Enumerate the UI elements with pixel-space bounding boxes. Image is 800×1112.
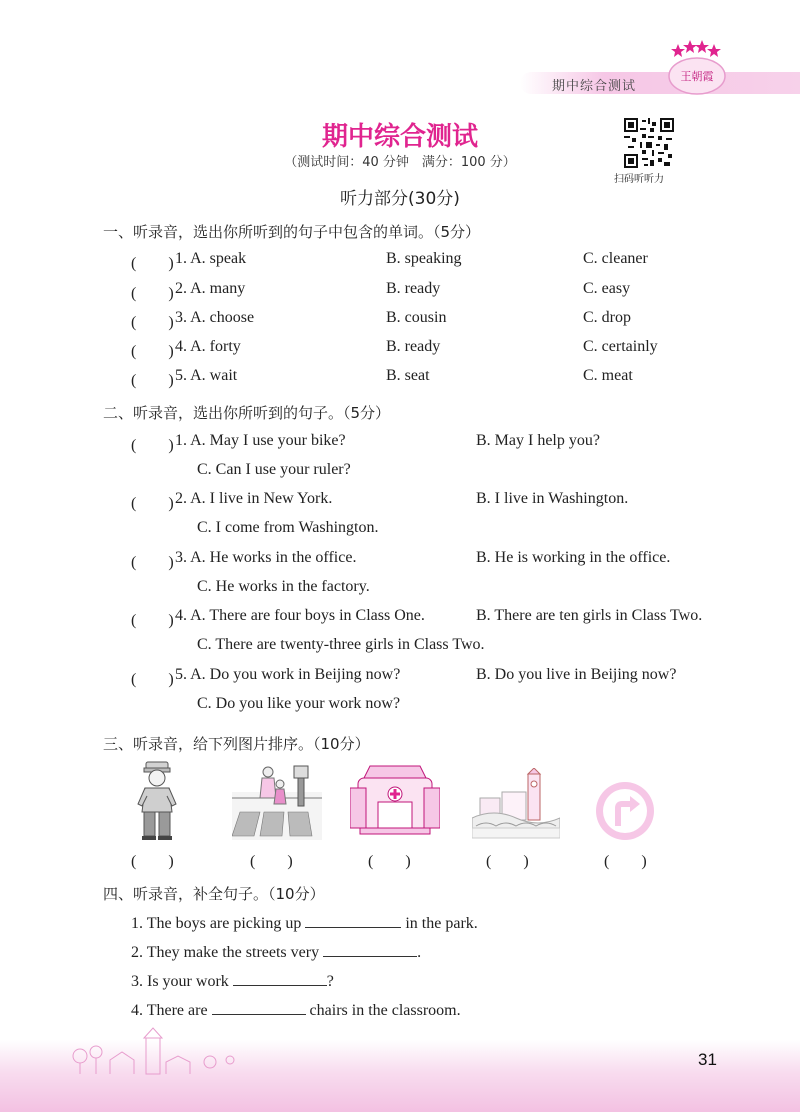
- section2-item-option-b: B. I live in Washington.: [476, 490, 629, 507]
- section2-item-option-c: C. Can I use your ruler?: [197, 461, 351, 478]
- section2-item-paren[interactable]: ( ): [131, 554, 174, 571]
- part-title: 听力部分(30分): [340, 189, 460, 209]
- city-picture: [472, 768, 560, 840]
- section1-item-option-a: 5. A. wait: [175, 367, 238, 384]
- section2-item-option-b: B. He is working in the office.: [476, 549, 671, 566]
- section2-item-option-c: C. He works in the factory.: [197, 578, 370, 595]
- qr-code-icon[interactable]: [624, 118, 674, 168]
- logo-seal: [664, 36, 732, 96]
- crosswalk-picture: [232, 762, 322, 840]
- section1-item-option-b: B. speaking: [386, 250, 462, 267]
- qr-label: 扫码听听力: [614, 174, 664, 185]
- section1-item-option-b: B. ready: [386, 338, 441, 355]
- sentence-before: 1. The boys are picking up: [131, 915, 306, 932]
- sentence-before: 4. There are: [131, 1002, 212, 1019]
- section2-heading: 二、听录音，选出你所听到的句子。（5分）: [103, 404, 391, 422]
- footer-decoration: [70, 1026, 250, 1076]
- section1-item-option-a: 3. A. choose: [175, 309, 255, 326]
- section1-item-option-c: C. cleaner: [583, 250, 648, 267]
- answer-blank[interactable]: [212, 1000, 306, 1015]
- section1-item-option-a: 4. A. forty: [175, 338, 241, 355]
- answer-blank[interactable]: [305, 913, 401, 928]
- section1-item-option-b: B. cousin: [386, 309, 447, 326]
- section1-item-paren[interactable]: ( ): [131, 255, 174, 272]
- section1-item-option-b: B. ready: [386, 280, 441, 297]
- section1-item-option-b: B. seat: [386, 367, 430, 384]
- fill-sentence: [131, 913, 478, 933]
- section1-item-option-c: C. drop: [583, 309, 631, 326]
- page-number: 31: [698, 1050, 717, 1069]
- section2-item-option-b: B. There are ten girls in Class Two.: [476, 607, 703, 624]
- picture-order-paren[interactable]: ( ): [368, 853, 411, 870]
- picture-order-paren[interactable]: ( ): [131, 853, 174, 870]
- section1-item-option-a: 1. A. speak: [175, 250, 247, 267]
- sentence-after: in the park.: [401, 915, 478, 932]
- section2-item-option-c: C. I come from Washington.: [197, 519, 379, 536]
- fill-sentence: [131, 1000, 461, 1020]
- answer-blank[interactable]: [233, 971, 327, 986]
- section2-item-option-a: 2. A. I live in New York.: [175, 490, 333, 507]
- picture-order-paren[interactable]: ( ): [604, 853, 647, 870]
- test-info: （测试时间：40 分钟 满分：100 分）: [284, 155, 516, 170]
- section2-item-option-b: B. May I help you?: [476, 432, 600, 449]
- section2-item-paren[interactable]: ( ): [131, 495, 174, 512]
- fill-sentence: [131, 971, 334, 991]
- section2-item-paren[interactable]: ( ): [131, 437, 174, 454]
- page-title: 期中综合测试: [321, 122, 478, 152]
- policeman-picture: [128, 760, 188, 842]
- section1-item-option-c: C. certainly: [583, 338, 658, 355]
- section1-heading: 一、听录音，选出你所听到的句子中包含的单词。（5分）: [103, 223, 481, 241]
- section2-item-option-c: C. There are twenty-three girls in Class Two.: [197, 636, 485, 653]
- section2-item-option-c: C. Do you like your work now?: [197, 695, 401, 712]
- turn-right-sign-picture: [594, 780, 656, 842]
- sentence-after: ?: [326, 973, 334, 990]
- section2-item-option-a: 3. A. He works in the office.: [175, 549, 357, 566]
- section2-item-paren[interactable]: ( ): [131, 612, 174, 629]
- section2-item-option-a: 5. A. Do you work in Beijing now?: [175, 666, 401, 683]
- section2-item-option-a: 4. A. There are four boys in Class One.: [175, 607, 425, 624]
- section1-item-paren[interactable]: ( ): [131, 314, 174, 331]
- section4-heading: 四、听录音，补全句子。（10分）: [103, 885, 325, 903]
- sentence-before: 3. Is your work: [131, 973, 233, 990]
- sentence-after: .: [417, 944, 422, 961]
- section2-item-option-b: B. Do you live in Beijing now?: [476, 666, 677, 683]
- picture-order-paren[interactable]: ( ): [250, 853, 293, 870]
- sentence-after: chairs in the classroom.: [305, 1002, 461, 1019]
- fill-sentence: [131, 942, 421, 962]
- svg-text:王朝霞: 王朝霞: [680, 70, 714, 83]
- section1-item-option-c: C. meat: [583, 367, 633, 384]
- sentence-before: 2. They make the streets very: [131, 944, 324, 961]
- picture-order-paren[interactable]: ( ): [486, 853, 529, 870]
- hospital-picture: [350, 762, 440, 842]
- section2-item-paren[interactable]: ( ): [131, 671, 174, 688]
- answer-blank[interactable]: [323, 942, 417, 957]
- section1-item-option-c: C. easy: [583, 280, 631, 297]
- header-label: 期中综合测试: [552, 79, 637, 94]
- section3-heading: 三、听录音，给下列图片排序。（10分）: [103, 735, 370, 753]
- section1-item-paren[interactable]: ( ): [131, 285, 174, 302]
- section1-item-paren[interactable]: ( ): [131, 343, 174, 360]
- section1-item-paren[interactable]: ( ): [131, 372, 174, 389]
- section2-item-option-a: 1. A. May I use your bike?: [175, 432, 346, 449]
- section1-item-option-a: 2. A. many: [175, 280, 246, 297]
